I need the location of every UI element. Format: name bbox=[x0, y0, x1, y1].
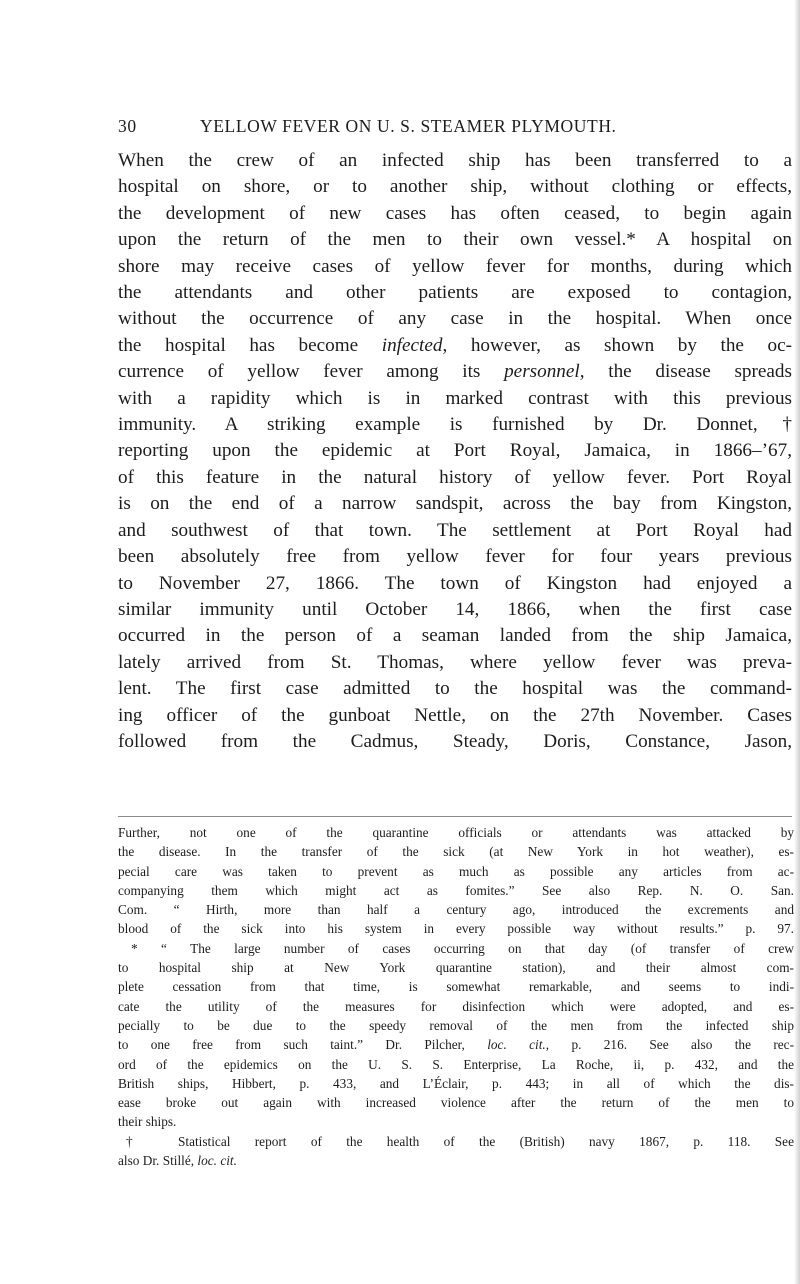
footnote-line: † Statistical report of the health of the (British) navy 1867, p. 118. See bbox=[126, 1133, 794, 1149]
body-line: is on the end of a narrow sandspit, across the bay from Kingston, bbox=[118, 493, 792, 515]
footnote-line: Further, not one of the quarantine officials or attendants was attacked by bbox=[118, 825, 794, 840]
body-line: without the occurrence of any case in the hospital. When once bbox=[118, 308, 792, 330]
body-line: ing officer of the gunboat Nettle, on the 27th November. Cases bbox=[118, 704, 792, 726]
footnote-line: companying them which might act as fomites.” See also Rep. N. O. San. bbox=[118, 882, 794, 898]
footnotes bbox=[118, 823, 794, 1170]
footnote-line: Com. “ Hirth, more than half a century ago, introduced the excrements and bbox=[118, 902, 794, 918]
footnote-line: * “ The large number of cases occurring on that day (of transfer of crew bbox=[131, 940, 794, 956]
page-edge-shadow bbox=[794, 0, 800, 1284]
body-line: the development of new cases has often ceased, to begin again bbox=[118, 202, 792, 224]
italic-citation: loc. cit. bbox=[487, 1037, 546, 1053]
footnote-line: cate the utility of the measures for disinfection which were adopted, and es- bbox=[118, 998, 794, 1014]
italic-word: infected bbox=[381, 334, 443, 356]
footnote-line: to hospital ship at New York quarantine station), and their almost com- bbox=[118, 960, 794, 976]
body-line: to November 27, 1866. The town of Kingston had enjoyed a bbox=[118, 572, 792, 594]
footnote-line: to one free from such taint.” Dr. Pilcher, loc. cit., p. 216. See also the rec- bbox=[118, 1037, 794, 1053]
italic-word: personnel bbox=[504, 361, 580, 383]
footnote-line: plete cessation from that time, is somewhat remarkable, and seems to indi- bbox=[118, 979, 794, 995]
footnote-line: the disease. In the transfer of the sick (at New York in hot weather), es- bbox=[118, 844, 794, 860]
body-line: similar immunity until October 14, 1866, when the first case bbox=[118, 598, 792, 620]
body-line: hospital on shore, or to another ship, without clothing or effects, bbox=[118, 176, 792, 198]
footnote-line: blood of the sick into his system in every possible way without results.” p. 97. bbox=[118, 921, 794, 937]
footnote-line: ord of the epidemics on the U. S. S. Enterprise, La Roche, ii, p. 432, and the bbox=[118, 1056, 794, 1072]
body-line: and southwest of that town. The settlement at Port Royal had bbox=[118, 519, 792, 541]
running-title: YELLOW FEVER ON U. S. STEAMER PLYMOUTH. bbox=[200, 116, 617, 136]
body-line: shore may receive cases of yellow fever for months, during which bbox=[118, 255, 792, 277]
body-line: the attendants and other patients are exposed to contagion, bbox=[118, 282, 792, 304]
footnote-line: ease broke out again with increased violence after the return of the men to bbox=[118, 1095, 794, 1111]
body-line: When the crew of an infected ship has been transferred to a bbox=[118, 150, 792, 171]
footnote-line: also Dr. Stillé, loc. cit. bbox=[118, 1153, 237, 1169]
body-line-with-italic: the hospital has become infected, however, as shown by the oc- bbox=[118, 334, 793, 356]
body-paragraph bbox=[118, 148, 792, 755]
body-line: lately arrived from St. Thomas, where yellow fever was preva- bbox=[118, 651, 792, 673]
footnote-line: pecially to be due to the speedy removal of the men from the infected ship bbox=[118, 1017, 794, 1033]
footnote-line: pecial care was taken to prevent as much as possible any articles from ac- bbox=[118, 863, 794, 879]
footnote-rule bbox=[118, 816, 792, 817]
body-line: lent. The first case admitted to the hospital was the command- bbox=[118, 678, 792, 700]
body-line: of this feature in the natural history of yellow fever. Port Royal bbox=[118, 466, 792, 488]
running-head bbox=[118, 116, 778, 140]
body-line: upon the return of the men to their own vessel.* A hospital on bbox=[118, 229, 792, 251]
page-number: 30 bbox=[118, 116, 137, 136]
footnote-line: their ships. bbox=[118, 1114, 177, 1130]
body-line: followed from the Cadmus, Steady, Doris, Constance, Jason, bbox=[118, 730, 792, 752]
body-line: with a rapidity which is in marked contrast with this previous bbox=[118, 387, 792, 409]
body-line: reporting upon the epidemic at Port Royal, Jamaica, in 1866–’67, bbox=[118, 440, 792, 462]
body-line: immunity. A striking example is furnished by Dr. Donnet,† bbox=[118, 414, 792, 436]
footnote-line: British ships, Hibbert, p. 433, and L’Éclair, p. 443; in all of which the dis- bbox=[118, 1075, 794, 1091]
italic-citation: loc. cit. bbox=[197, 1153, 237, 1169]
body-line: occurred in the person of a seaman landed from the ship Jamaica, bbox=[118, 625, 792, 647]
body-line: been absolutely free from yellow fever for four years previous bbox=[118, 546, 792, 568]
body-line-with-italic: currence of yellow fever among its personnel, the disease spreads bbox=[118, 361, 792, 383]
